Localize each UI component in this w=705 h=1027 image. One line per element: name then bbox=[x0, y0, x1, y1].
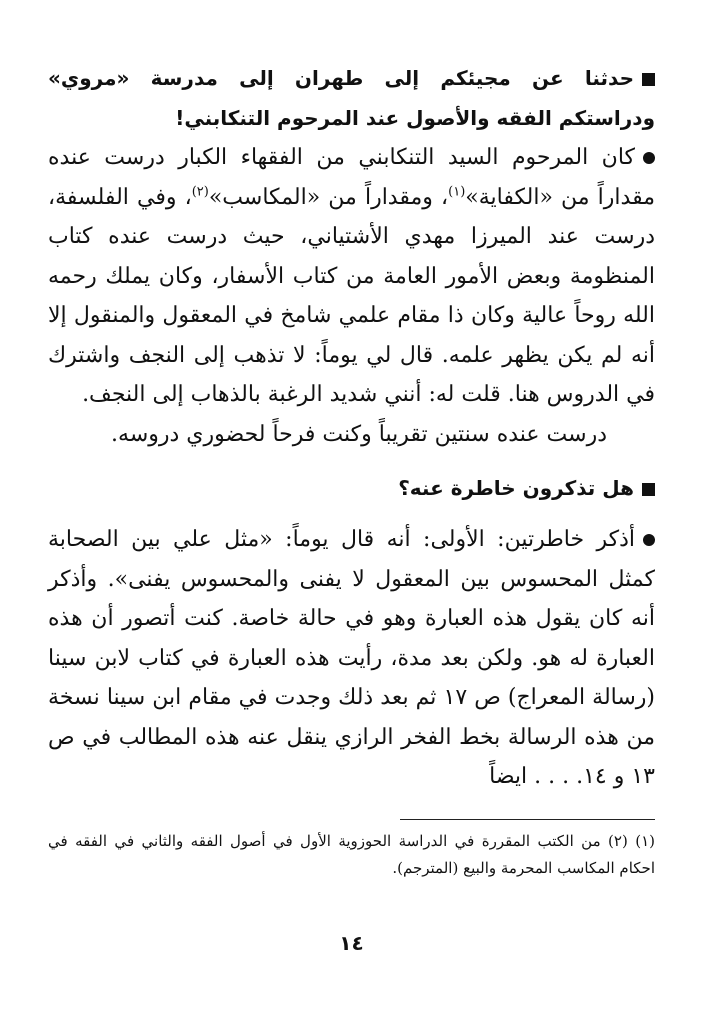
question-2 bbox=[48, 468, 655, 508]
answer-1-part-1: كان المرحوم السيد التنكابني من الفقهاء الكبار درست عنده مقداراً من «الكفاية» bbox=[48, 145, 655, 210]
question-1 bbox=[48, 58, 655, 138]
question-2-text: هل تذكرون خاطرة عنه؟ bbox=[398, 476, 634, 500]
page-number: ١٤ bbox=[339, 931, 364, 955]
footnote-ref-1: (١) bbox=[448, 184, 466, 200]
answer-1-part-3: ، وفي الفلسفة، درست عند الميرزا مهدي الأشتياني، حيث درست عنده كتاب المنظومة وبعض الأمور العامة من كتاب الأسفار، وكان يملك رحمه الله روحاً عالية وكان ذا مقام علمي شامخ في المعقول والمنقول إلا أنه لم يكن يظهر علمه. قال لي يوماً: لا تذهب إلى النجف واشترك في الدروس هنا. قلت له: أنني شديد الرغبة بالذهاب إلى النجف. bbox=[48, 184, 655, 407]
answer-1-part-2: ، ومقداراً من «المكاسب» bbox=[208, 184, 449, 210]
answer-1-closing: درست عنده سنتين تقريباً وكنت فرحاً لحضوري دروسه. bbox=[111, 421, 607, 447]
answer-1 bbox=[48, 138, 655, 415]
square-bullet-icon bbox=[642, 73, 655, 86]
footnote-divider bbox=[400, 819, 655, 820]
footnote: (١) (٢) من الكتب المقررة في الدراسة الحوزوية الأول في أصول الفقه والثاني في الفقه في احكام المكاسب المحرمة والبيع (المترجم). bbox=[48, 831, 655, 877]
question-1-text: حدثنا عن مجيئكم إلى طهران إلى مدرسة «مروي» ودراستكم الفقه والأصول عند المرحوم التنكابني! bbox=[48, 66, 655, 130]
answer-2-text: أذكر خاطرتين: الأولى: أنه قال يوماً: «مثل علي بين الصحابة كمثل المحسوس بين المعقول لا يفنى والمحسوس يفنى». وأذكر أنه كان يقول هذه العبارة وهو في حالة خاصة. كنت أتصور أن هذه العبارة له هو. ولكن بعد مدة، رأيت هذه العبارة في كتاب لابن سينا (رسالة المعراج) ص ١٧ ثم بعد ذلك وجدت في مقام ابن سينا نسخة من هذه الرسالة بخط الفخر الرازي ينقل عنه هذه المطالب في ص ١٣ و ١٤. . . . ايضاً bbox=[48, 527, 655, 789]
footnote-ref-2: (٢) bbox=[191, 184, 209, 200]
page-body bbox=[48, 58, 655, 997]
answer-2 bbox=[48, 520, 655, 797]
round-bullet-icon bbox=[643, 152, 655, 164]
round-bullet-icon bbox=[643, 534, 655, 546]
square-bullet-icon bbox=[642, 483, 655, 496]
